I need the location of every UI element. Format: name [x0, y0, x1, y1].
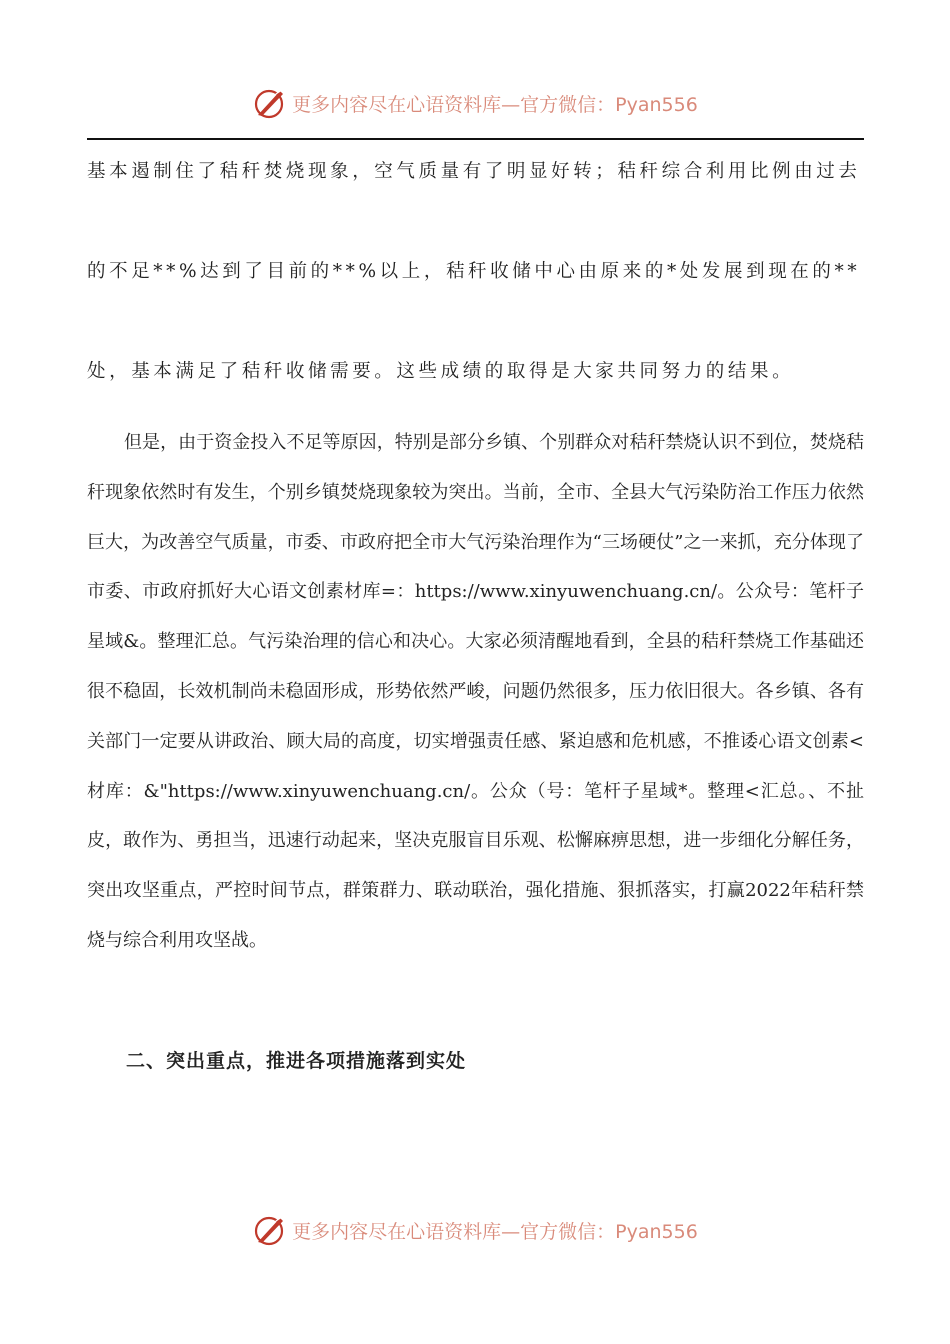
footer-banner-text: 更多内容尽在心语资料库—官方微信：Pyan556 — [292, 1220, 698, 1243]
footer-banner — [0, 1208, 950, 1252]
quill-logo-icon — [252, 85, 288, 121]
header-banner-text: 更多内容尽在心语资料库—官方微信：Pyan556 — [292, 93, 698, 116]
section-heading: 二、突出重点，推进各项措施落到实处 — [126, 1050, 467, 1072]
header-banner — [0, 81, 950, 125]
quill-logo-icon — [252, 1212, 288, 1248]
body-paragraph-2: 但是，由于资金投入不足等原因，特别是部分乡镇、个别群众对秸秆禁烧认识不到位，焚烧秸秆现象依然时有发生，个别乡镇焚烧现象较为突出。当前，全市、全县大气污染防治工作压力依然巨大，为改善空气质量，市委、市政府把全市大气污染治理作为“三场硬仗”之一来抓，充分体现了市委、市政府抓好大心语文创素材库=：https://www.xinyuwenchuang.cn/。公众号：笔杆子星域&。整理汇总。气污染治理的信心和决心。大家必须清醒地看到，全县的秸秆禁烧工作基础还很不稳固，长效机制尚未稳固形成，形势依然严峻，问题仍然很多，压力依旧很大。各乡镇、各有关部门一定要从讲政治、顾大局的高度，切实增强责任感、紧迫感和危机感，不推诿心语文创素<材库：&"https://www.xinyuwenchuang.cn/。公众（号：笔杆子星域*。整理<汇总。、不扯皮，敢作为、勇担当，迅速行动起来，坚决克服盲目乐观、松懈麻痹思想，进一步细化分解任务，突出攻坚重点，严控时间节点，群策群力、联动联治，强化措施、狠抓落实，打赢2022年秸秆禁烧与综合利用攻坚战。 — [87, 432, 864, 951]
body-paragraph-1: 基本遏制住了秸秆焚烧现象，空气质量有了明显好转；秸秆综合利用比例由过去的不足**%达到了目前的**%以上，秸秆收储中心由原来的*处发展到现在的**处，基本满足了秸秆收储需要。这些成绩的取得是大家共同努力的结果。 — [87, 161, 861, 382]
